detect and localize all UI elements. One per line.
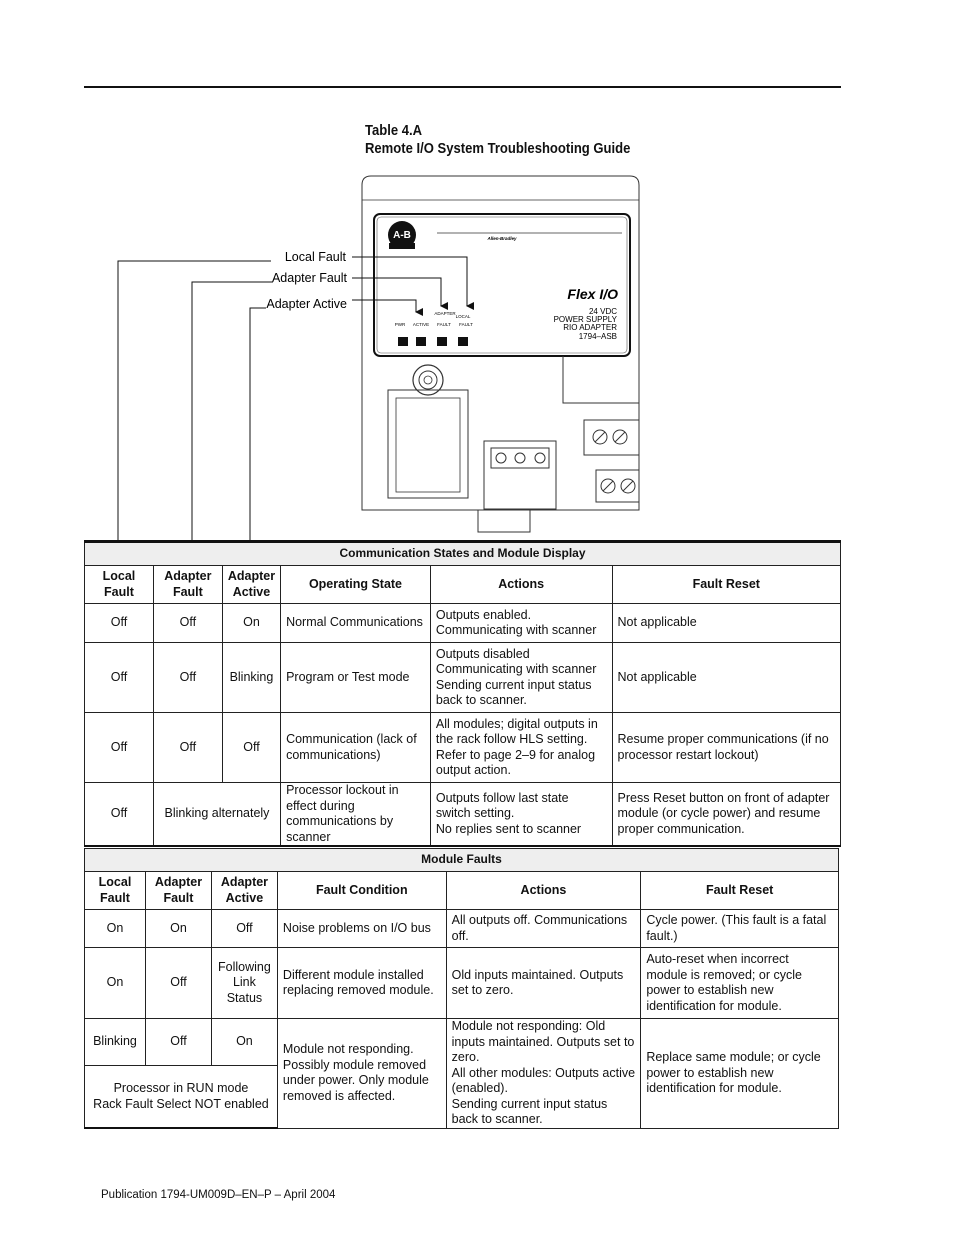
callout-adapter-active: Adapter Active [266,297,347,311]
cell-fault-reset: Cycle power. (This fault is a fatal fault.) [641,910,839,948]
rio-connector [484,441,556,509]
cell-adapter-active: On [222,604,280,643]
publication-footer: Publication 1794-UM009D–EN–P – April 2004 [101,1189,336,1201]
col-header: Actions [446,872,641,910]
cell-local-fault: Off [85,783,154,847]
module-door [388,390,468,498]
cell-local-fault: On [85,910,146,948]
cell-adapter-fault: Off [153,643,222,713]
cell-fault-condition: Module not responding. Possibly module removed under power. Only module removed is affected. [277,1019,446,1129]
cell-operating-state: Normal Communications [281,604,431,643]
led-group-local: LOCAL [455,314,471,319]
cell-local-fault: Off [85,604,154,643]
brand-small: Allen-Bradley [487,236,517,241]
flex-io-logo: Flex I/O [567,286,618,302]
cell-adapter-active: Following Link Status [211,948,277,1019]
communication-states-table [84,540,841,847]
col-header: Adapter Active [211,872,277,910]
cell-fault-reset: Resume proper communications (if no processor restart lockout) [612,713,840,783]
cell-run-mode-note: Processor in RUN mode Rack Fault Select NOT enabled [85,1066,278,1128]
product-line-1: 24 VDC [588,307,617,316]
leader-adapter-fault-left [192,282,273,540]
col-header: Adapter Active [222,566,280,604]
table1-title: Communication States and Module Display [85,542,841,566]
led-adapter-fault [437,337,447,346]
cell-adapter-fault: On [145,910,211,948]
cell-fault-condition: Noise problems on I/O bus [277,910,446,948]
cell-fault-reset: Not applicable [612,643,840,713]
col-header: Fault Reset [612,566,840,604]
table-row [85,910,839,948]
cell-adapter-fault: Off [145,1019,211,1066]
leader-adapter-active-left [250,308,266,540]
col-header: Adapter Fault [153,566,222,604]
cell-local-fault: Off [85,713,154,783]
cell-operating-state: Communication (lack of communications) [281,713,431,783]
table2-title: Module Faults [85,849,839,872]
cell-local-fault: On [85,948,146,1019]
led-label-pwr: PWR [394,322,406,327]
table-number: Table 4.A [365,123,423,139]
cell-fault-reset: Auto-reset when incorrect module is removed; or cycle power to establish new identification for module. [641,948,839,1019]
led-pwr [398,337,408,346]
col-header: Adapter Fault [145,872,211,910]
terminal-block-2 [596,470,639,502]
cell-adapter-fault: Off [153,604,222,643]
module-faults-table [84,848,839,1129]
product-line-2: POWER SUPPLY [553,315,617,324]
col-header: Local Fault [85,566,154,604]
col-header: Operating State [281,566,431,604]
product-line-4: 1794–ASB [578,332,617,341]
table-row [85,643,841,713]
led-label-active: ACTIVE [412,322,430,327]
led-label-local-fault: FAULT [459,322,473,327]
cell-adapter-active: Off [211,910,277,948]
table-row [85,1019,839,1066]
terminal-block-1 [584,420,639,455]
cell-adapter-active: Blinking [222,643,280,713]
cell-actions: All outputs off. Communications off. [446,910,641,948]
col-header: Fault Reset [641,872,839,910]
cell-adapter-active: Off [222,713,280,783]
cell-adapter-active: On [211,1019,277,1066]
cell-fault-reset: Replace same module; or cycle power to establish new identification for module. [641,1019,839,1129]
led-label-adapter-fault: FAULT [437,322,451,327]
led-adapter-active [416,337,426,346]
cell-adapter-fault: Off [145,948,211,1019]
logo-text: A-B [393,230,411,241]
cell-actions: Outputs enabled. Communicating with scanner [430,604,612,643]
col-header: Fault Condition [277,872,446,910]
callout-local-fault: Local Fault [284,250,346,264]
cell-actions: Outputs follow last state switch setting. No replies sent to scanner [430,783,612,847]
table-row [85,604,841,643]
cell-local-fault: Off [85,643,154,713]
table-row [85,713,841,783]
table-row [85,948,839,1019]
col-header: Actions [430,566,612,604]
cell-actions: Old inputs maintained. Outputs set to zero. [446,948,641,1019]
led-local-fault [458,337,468,346]
cell-fault-reset: Not applicable [612,604,840,643]
cell-actions: All modules; digital outputs in the rack follow HLS setting. Refer to page 2–9 for analog output action. [430,713,612,783]
cell-actions: Outputs disabled Communicating with scanner Sending current input status back to scanner. [430,643,612,713]
leader-adapter-fault [352,278,441,306]
led-group-adapter: ADAPTER [434,311,456,316]
cell-adapter-fault: Off [153,713,222,783]
cell-local-fault: Blinking [85,1019,146,1066]
cell-adapter-merged: Blinking alternately [153,783,280,847]
cell-operating-state: Processor lockout in effect during communications by scanner [281,783,431,847]
leader-local-fault-left [118,261,271,540]
cell-actions: Module not responding: Old inputs maintained. Outputs set to zero. All other modules: Outputs active (enabled). Sending current input status back to scanner. [446,1019,641,1129]
table-row [85,783,841,847]
table-title: Remote I/O System Troubleshooting Guide [365,141,631,157]
callout-adapter-fault: Adapter Fault [271,271,347,285]
leader-local-fault [352,257,467,306]
adapter-module-diagram [0,0,954,545]
cell-fault-reset: Press Reset button on front of adapter module (or cycle power) and resume proper communication. [612,783,840,847]
col-header: Local Fault [85,872,146,910]
cell-operating-state: Program or Test mode [281,643,431,713]
product-line-3: RIO ADAPTER [563,323,617,332]
cell-fault-condition: Different module installed replacing removed module. [277,948,446,1019]
